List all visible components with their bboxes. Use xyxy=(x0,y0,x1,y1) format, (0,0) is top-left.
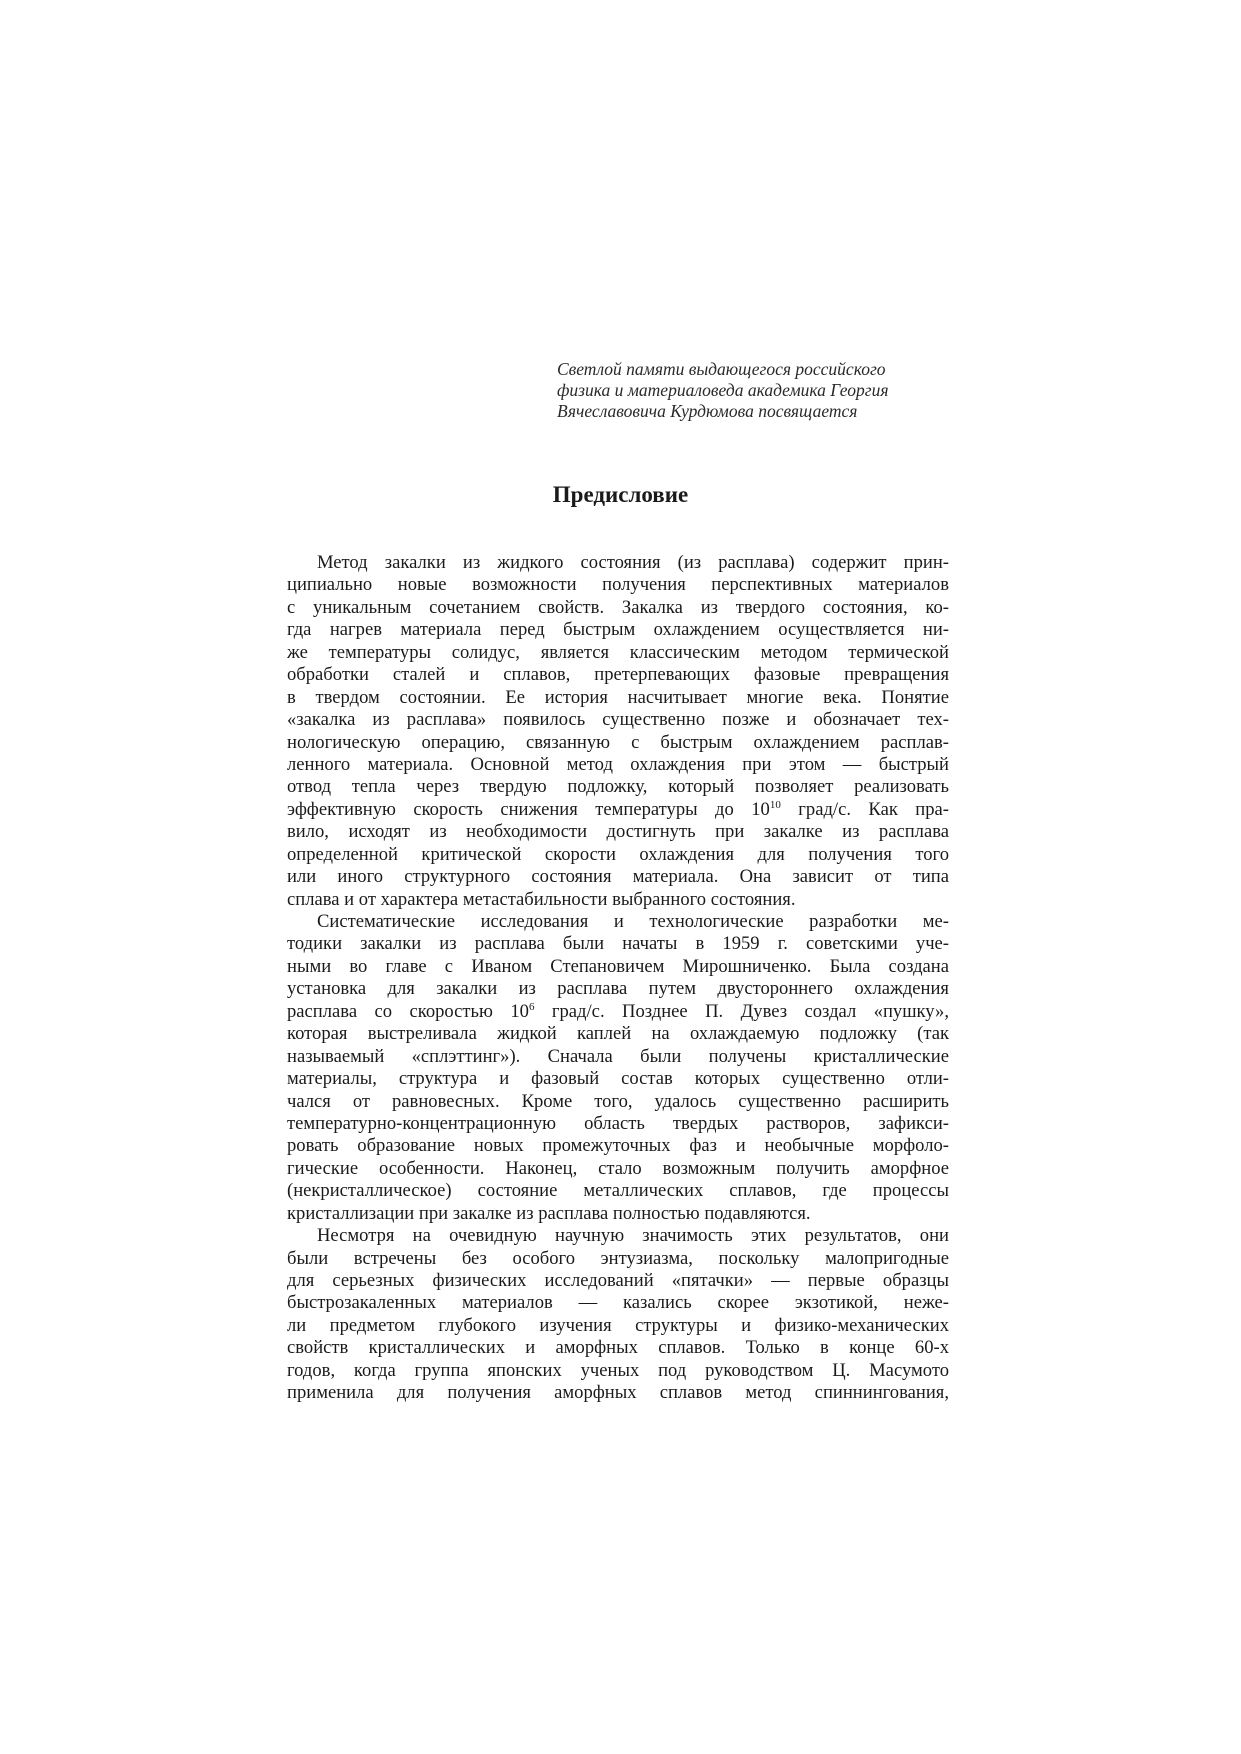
paragraph xyxy=(287,1225,949,1405)
text-line: сплава и от характера метастабильности выбранного состояния. xyxy=(287,888,796,910)
dedication-line: физика и материаловеда академика Георгия xyxy=(557,380,889,400)
text-line: (некристаллическое) состояние металлических сплавов, где процессы xyxy=(287,1180,949,1202)
text-line: ли предметом глубокого изучения структуры и физико-механических xyxy=(287,1314,949,1336)
text-fragment: эффективную скорость снижения температуры до 10 xyxy=(287,798,770,820)
text-line: тодики закалки из расплава были начаты в 1959 г. советскими уче- xyxy=(287,933,949,955)
dedication-line: Светлой памяти выдающегося российского xyxy=(557,359,886,379)
text-line-with-superscript xyxy=(287,1001,949,1023)
text-line: материалы, структура и фазовый состав которых существенно отли- xyxy=(287,1068,949,1090)
text-line: определенной критической скорости охлаждения для получения того xyxy=(287,843,949,865)
text-line: отвод тепла через твердую подложку, который позволяет реализовать xyxy=(287,776,949,798)
body-text xyxy=(287,552,949,1405)
dedication xyxy=(557,359,977,422)
text-line: чался от равновесных. Кроме того, удалось существенно расширить xyxy=(287,1090,949,1112)
paragraph xyxy=(287,911,949,1225)
text-line: Несмотря на очевидную научную значимость этих результатов, они xyxy=(317,1225,949,1247)
text-fragment: град/с. Как пра- xyxy=(780,798,949,820)
text-line: «закалка из расплава» появилось существенно позже и обозначает тех- xyxy=(287,709,949,731)
text-line: с уникальным сочетанием свойств. Закалка из твердого состояния, ко- xyxy=(287,596,949,618)
text-line: установка для закалки из расплава путем двустороннего охлаждения xyxy=(287,978,949,1000)
text-line: быстрозакаленных материалов — казались скорее экзотикой, неже- xyxy=(287,1292,949,1314)
text-line: ципиально новые возможности получения перспективных материалов xyxy=(287,574,949,596)
text-line: ровать образование новых промежуточных фаз и необычные морфоло- xyxy=(287,1135,949,1157)
text-line: ленного материала. Основной метод охлаждения при этом — быстрый xyxy=(287,753,949,775)
text-line: обработки сталей и сплавов, претерпевающих фазовые превращения xyxy=(287,664,949,686)
text-line: гические особенности. Наконец, стало возможным получить аморфное xyxy=(287,1157,949,1179)
text-line: нологическую операцию, связанную с быстрым охлаждением расплав- xyxy=(287,731,949,753)
text-line-with-superscript xyxy=(287,799,949,821)
text-line: называемый «сплэттинг»). Сначала были получены кристаллические xyxy=(287,1045,949,1067)
text-line: для серьезных физических исследований «пятачки» — первые образцы xyxy=(287,1270,949,1291)
text-line: Систематические исследования и технологические разработки ме- xyxy=(317,911,949,932)
text-line: вило, исходят из необходимости достигнуть при закалке из расплава xyxy=(287,821,949,843)
text-line: температурно-концентрационную область твердых растворов, зафикси- xyxy=(287,1112,949,1134)
text-line: которая выстреливала жидкой каплей на охлаждаемую подложку (так xyxy=(287,1023,949,1045)
text-line: применила для получения аморфных сплавов метод спиннингования, xyxy=(287,1382,949,1404)
text-fragment: расплава со скоростью 10 xyxy=(287,1000,529,1022)
superscript: 6 xyxy=(528,1000,535,1013)
text-line: свойств кристаллических и аморфных сплавов. Только в конце 60-х xyxy=(287,1337,949,1359)
text-line: в твердом состоянии. Ее история насчитывает многие века. Понятие xyxy=(287,686,949,708)
text-line: же температуры солидус, является классическим методом термической xyxy=(287,641,949,663)
page-title: Предисловие xyxy=(552,482,689,507)
text-line: гда нагрев материала перед быстрым охлаждением осуществляется ни- xyxy=(287,619,949,641)
superscript: 10 xyxy=(769,798,781,811)
paragraph xyxy=(287,552,949,911)
text-line: были встречены без особого энтузиазма, поскольку малопригодные xyxy=(287,1247,949,1269)
text-line: ными во главе с Иваном Степановичем Мирошниченко. Была создана xyxy=(287,955,949,977)
text-line: или иного структурного состояния материала. Она зависит от типа xyxy=(287,866,949,888)
text-fragment: град/с. Позднее П. Дувез создал «пушку», xyxy=(534,1000,949,1022)
text-line: кристаллизации при закалке из расплава полностью подавляются. xyxy=(287,1202,811,1224)
text-line: годов, когда группа японских ученых под руководством Ц. Масумото xyxy=(287,1359,949,1381)
dedication-line: Вячеславовича Курдюмова посвящается xyxy=(557,401,858,421)
text-line: Метод закалки из жидкого состояния (из расплава) содержит прин- xyxy=(317,552,949,573)
